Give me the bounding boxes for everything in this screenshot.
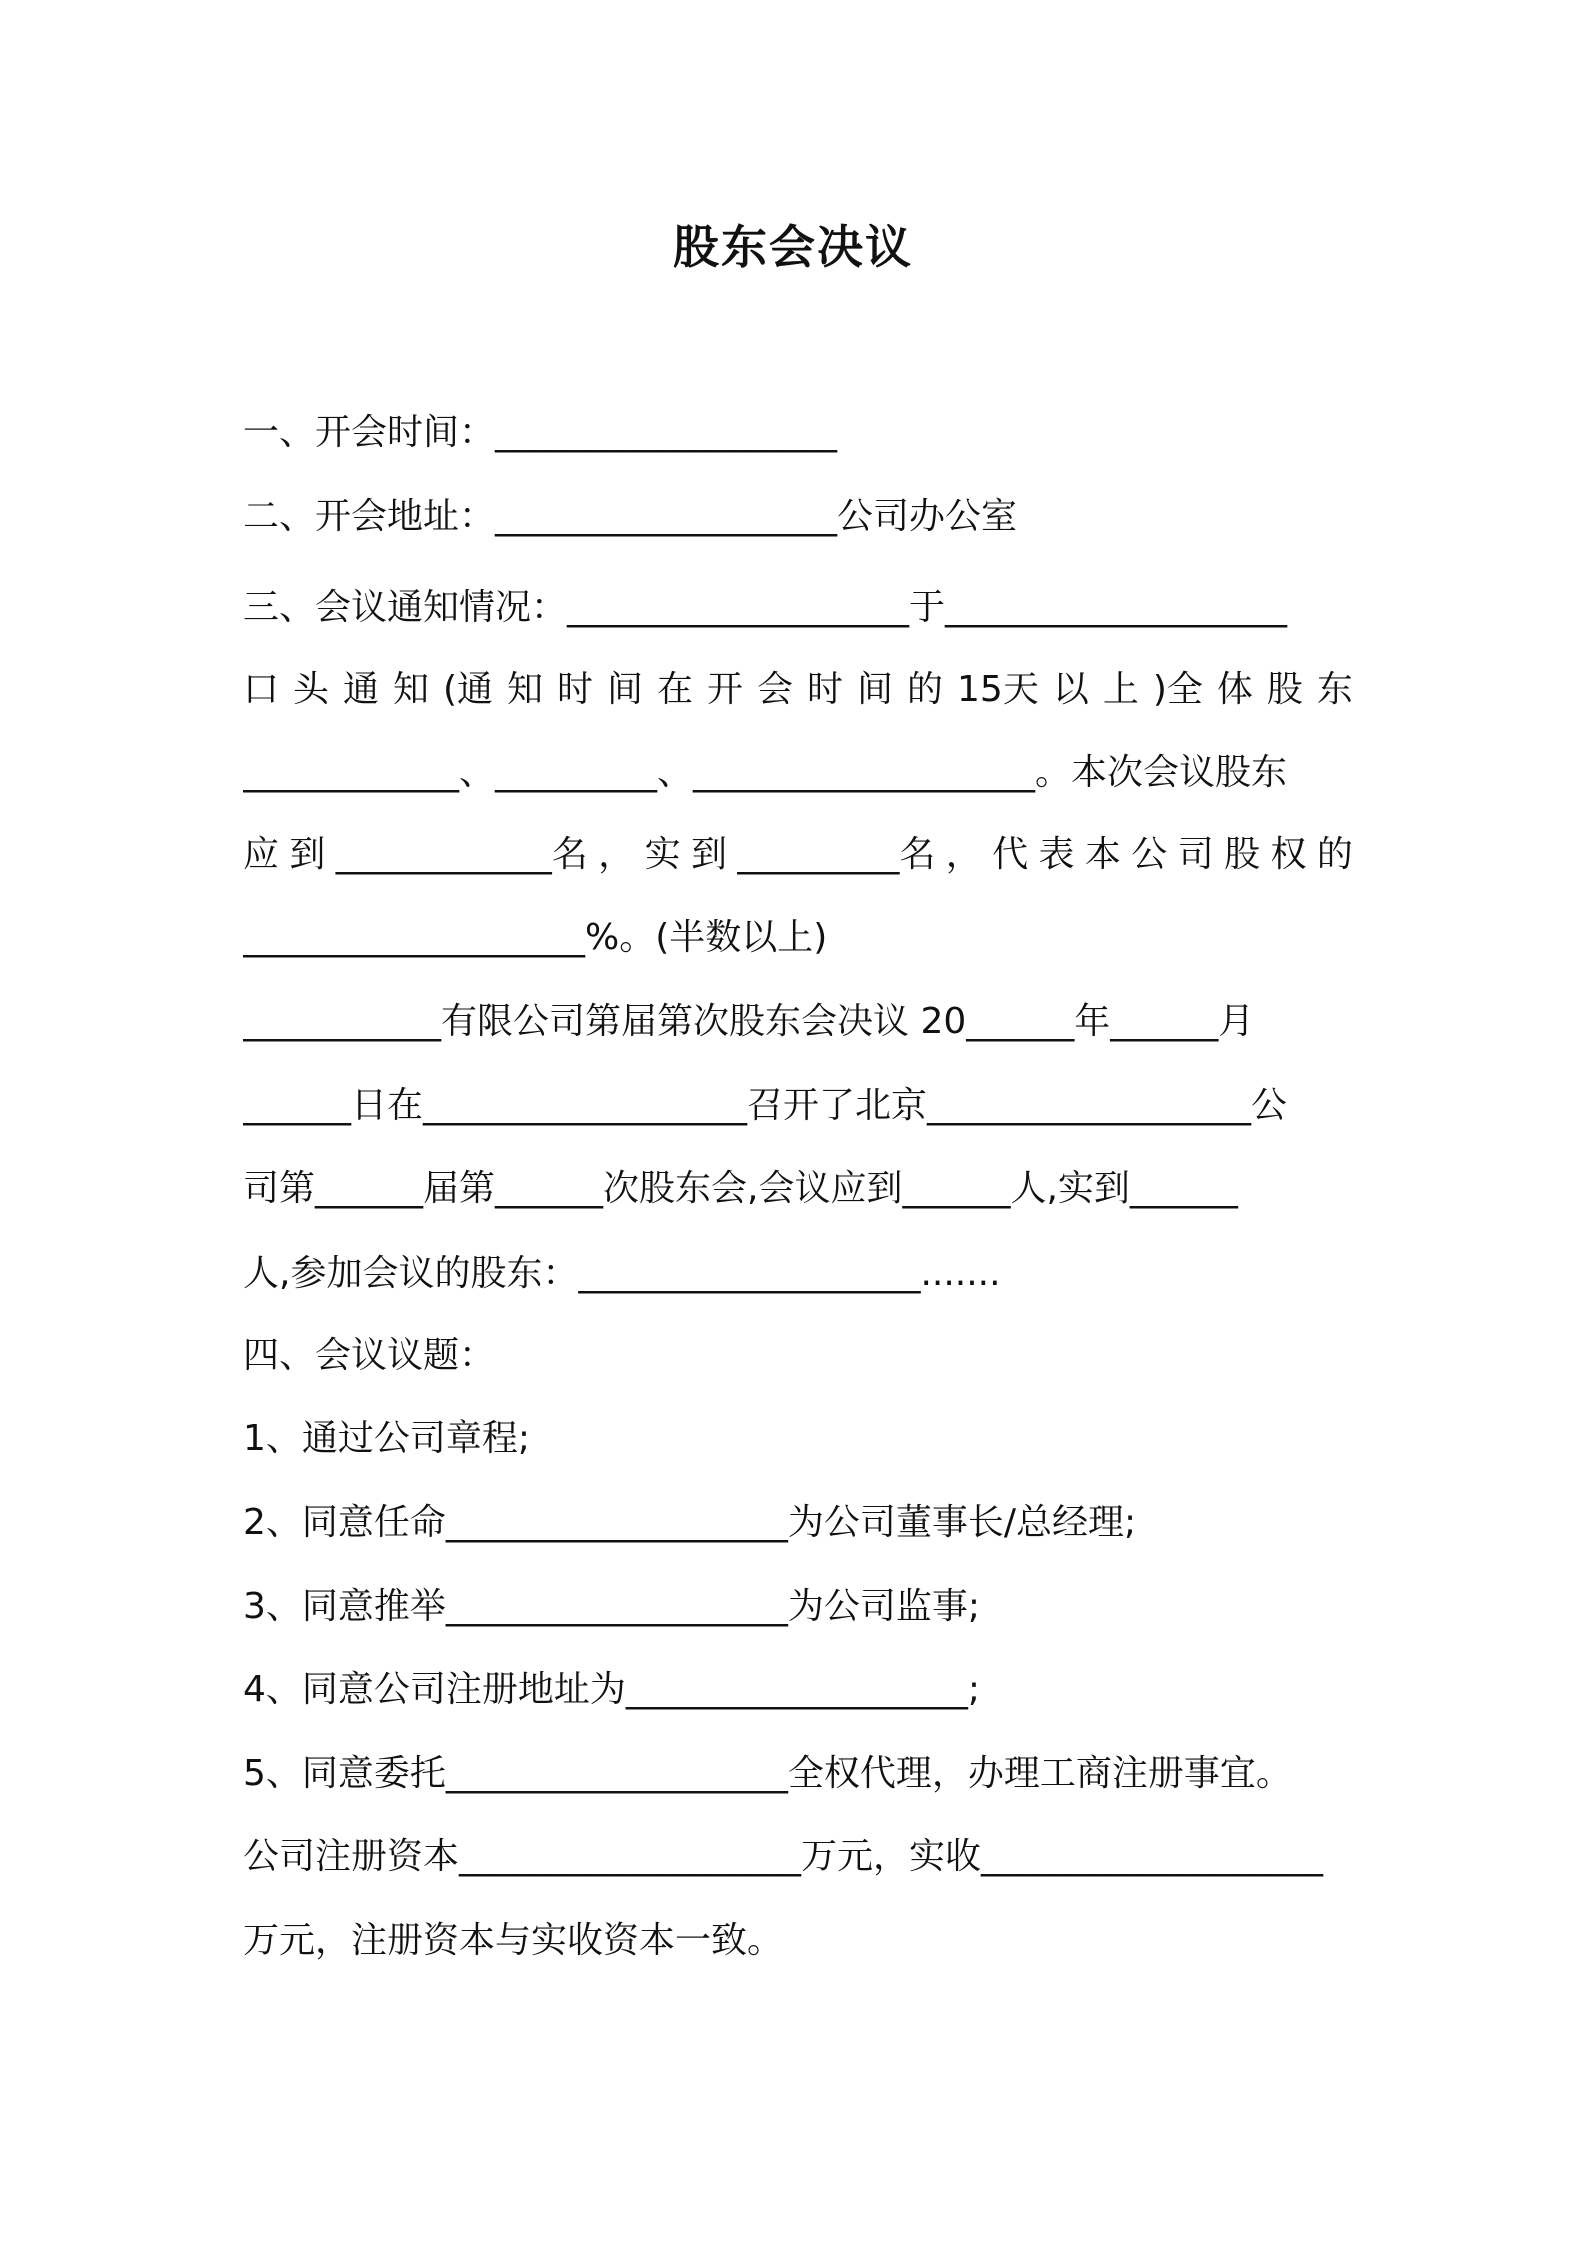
- notice-line: 三、会议通知情况：___________________于___________________: [243, 587, 1288, 628]
- document-title: 股东会决议: [673, 220, 913, 274]
- notice-detail-line: 口 头 通 知 (通 知 时 间 在 开 会 时 间 的 15天 以 上 )全 体 股 东: [243, 669, 1353, 710]
- capital-consistency-line: 万元，注册资本与实收资本一致。: [243, 1920, 784, 1961]
- equity-percentage-line: ___________________%。(半数以上): [243, 917, 828, 958]
- meeting-location-line: 二、开会地址：___________________公司办公室: [243, 496, 1018, 537]
- agenda-item-4: 4、同意公司注册地址为___________________;: [243, 1669, 981, 1710]
- shareholders-line: ____________、_________、___________________。本次会议股东: [243, 752, 1288, 793]
- attendance-line: 应 到 ____________名 ， 实 到 _________名 ， 代 表 本 公 司 股 权 的: [243, 834, 1353, 875]
- meeting-date-line: ______日在__________________召开了北京__________________公: [243, 1085, 1288, 1126]
- agenda-heading: 四、会议议题：: [243, 1335, 496, 1376]
- meeting-time-line: 一、开会时间：___________________: [243, 412, 838, 453]
- attending-shareholders-line: 人,参加会议的股东：___________________.......: [243, 1253, 1001, 1294]
- agenda-item-5: 5、同意委托___________________全权代理，办理工商注册事宜。: [243, 1753, 1292, 1794]
- agenda-item-3: 3、同意推举___________________为公司监事;: [243, 1586, 981, 1627]
- meeting-session-line: 司第______届第______次股东会,会议应到______人,实到______: [243, 1168, 1238, 1209]
- agenda-item-2: 2、同意任命___________________为公司董事长/总经理;: [243, 1502, 1137, 1543]
- agenda-item-1: 1、通过公司章程;: [243, 1418, 531, 1459]
- registered-capital-line: 公司注册资本___________________万元，实收___________________: [243, 1836, 1324, 1877]
- resolution-heading-line: ___________有限公司第届第次股东会决议 20______年______月: [243, 1001, 1255, 1042]
